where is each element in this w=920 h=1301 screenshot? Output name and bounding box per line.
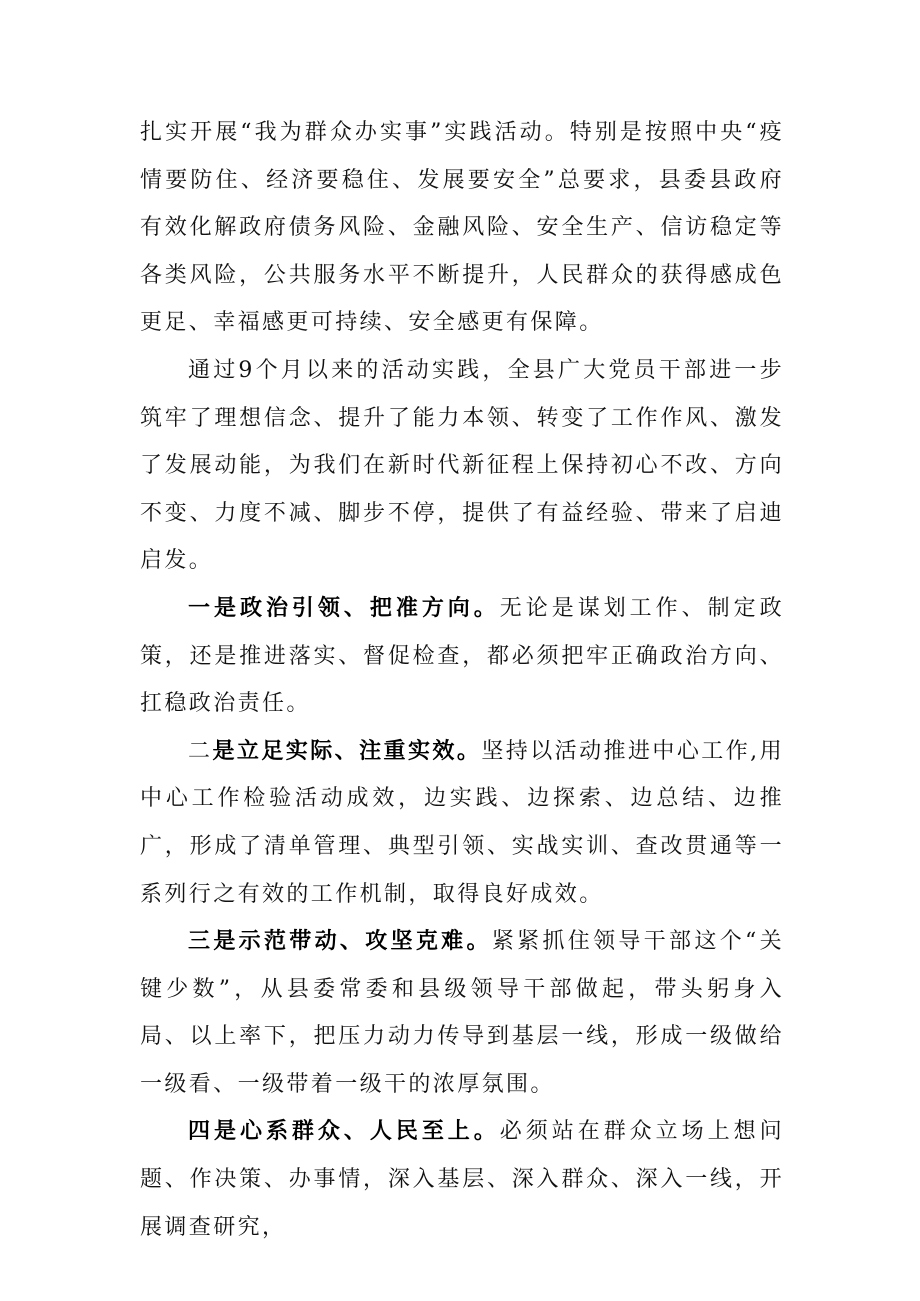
paragraph-intro-continued [140, 109, 784, 347]
paragraph-text: 无论是谋划工作、制定政策，还是推进落实、督促检查，都必须把牢正确政治方向、扛稳政治责任。 [140, 595, 784, 717]
paragraph-text: 通过9个月以来的活动实践，全县广大党员干部进一步筑牢了理想信念、提升了能力本领、转变了工作作风、激发了发展动能，为我们在新时代新征程上保持初心不改、方向不变、力度不减、脚步不停，提供了有益经验、带来了启迪启发。 [140, 357, 784, 574]
document-body [140, 109, 784, 1251]
paragraph-point-two [140, 728, 784, 918]
paragraph-text: 扎实开展“我为群众办实事”实践活动。特别是按照中央“疫情要防住、经济要稳住、发展要安全”总要求，县委县政府有效化解政府债务风险、金融风险、安全生产、信访稳定等各类风险，公共服务水平不断提升，人民群众的获得感成色更足、幸福感更可持续、安全感更有保障。 [140, 120, 784, 336]
paragraph-text: 坚持以活动推进中心工作,用中心工作检验活动成效，边实践、边探索、边总结、边推广，形成了清单管理、典型引领、实战实训、查改贯通等一系列行之有效的工作机制，取得良好成效。 [140, 738, 784, 907]
paragraph-lead-heading: 一是政治引领、把准方向。 [188, 594, 500, 621]
paragraph-text: 紧紧抓住领导干部这个“关键少数”，从县委常委和县级领导干部做起，带头躬身入局、以上率下，把压力动力传导到基层一线，形成一级做给一级看、一级带着一级干的浓厚氛围。 [140, 929, 784, 1097]
paragraph-text: 必须站在群众立场上想问题、作决策、办事情，深入基层、深入群众、深入一线，开展调查研究， [140, 1119, 784, 1240]
paragraph-lead-prefix: 二 [188, 738, 213, 764]
paragraph-point-one [140, 585, 784, 728]
paragraph-point-four [140, 1108, 784, 1251]
paragraph-summary [140, 347, 784, 585]
paragraph-lead-heading: 是立足实际、注重实效。 [212, 737, 482, 764]
paragraph-lead-heading: 三是示范带动、攻坚克难。 [188, 928, 492, 955]
paragraph-lead-heading: 四是心系群众、人民至上。 [188, 1118, 500, 1145]
paragraph-point-three [140, 918, 784, 1108]
